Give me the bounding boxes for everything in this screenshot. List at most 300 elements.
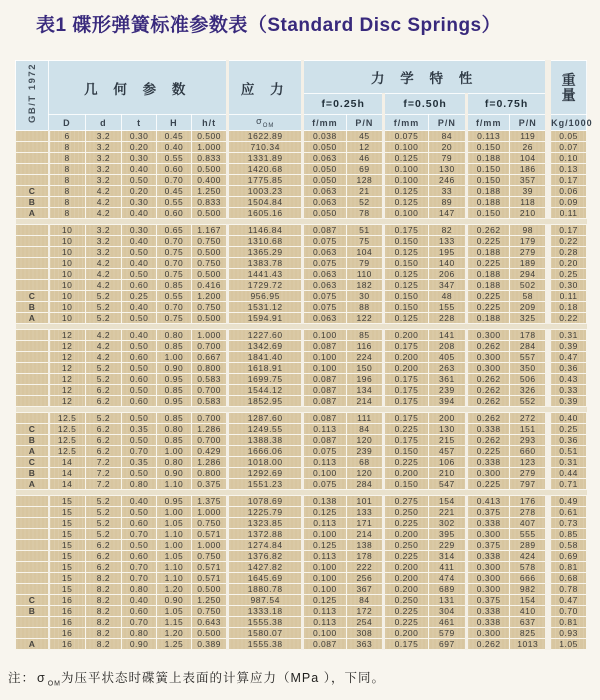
data-cell: 0.075 xyxy=(303,258,346,269)
data-cell: 1146.84 xyxy=(228,225,303,236)
data-cell: 0.11 xyxy=(548,208,586,219)
data-cell: 1504.84 xyxy=(228,197,303,208)
table-row xyxy=(16,468,587,479)
data-cell: 0.22 xyxy=(548,236,586,247)
data-cell: 0.39 xyxy=(548,341,586,352)
page-title: 表1 碟形弹簧标准参数表（Standard Disc Springs） xyxy=(36,15,502,36)
data-cell: 1441.43 xyxy=(228,269,303,280)
series-label-cell xyxy=(16,164,49,175)
data-cell: 0.22 xyxy=(548,313,586,324)
data-cell: 347 xyxy=(428,280,466,291)
data-cell: 0.833 xyxy=(191,197,228,208)
series-label-cell xyxy=(16,540,49,551)
data-cell: 0.175 xyxy=(384,225,429,236)
data-cell: 304 xyxy=(428,606,466,617)
data-cell: 0.150 xyxy=(467,142,510,153)
series-label-cell: A xyxy=(16,313,49,324)
data-cell: 1594.91 xyxy=(228,313,303,324)
data-cell: 0.063 xyxy=(303,197,346,208)
series-label-cell xyxy=(16,258,49,269)
data-cell: 0.68 xyxy=(548,573,586,584)
data-cell: 0.65 xyxy=(157,225,192,236)
data-cell: 0.85 xyxy=(157,385,192,396)
data-cell: 1227.60 xyxy=(228,330,303,341)
data-cell: 256 xyxy=(346,573,384,584)
table-row xyxy=(16,446,587,457)
data-cell: 0.300 xyxy=(467,529,510,540)
data-cell: 0.500 xyxy=(191,584,228,595)
data-cell: 0.80 xyxy=(122,628,157,639)
data-cell: 0.175 xyxy=(384,374,429,385)
data-cell: 15 xyxy=(49,573,86,584)
data-cell: 1729.72 xyxy=(228,280,303,291)
data-cell: 12 xyxy=(49,385,86,396)
table-row xyxy=(16,385,587,396)
data-cell: 0.07 xyxy=(548,142,586,153)
data-cell: 1555.38 xyxy=(228,639,303,650)
data-cell: 0.100 xyxy=(303,330,346,341)
data-cell: 0.70 xyxy=(157,175,192,186)
series-label-cell: A xyxy=(16,208,49,219)
data-cell: 0.70 xyxy=(122,529,157,540)
data-cell: 0.95 xyxy=(157,496,192,507)
data-cell: 0.338 xyxy=(467,617,510,628)
data-cell: 172 xyxy=(346,606,384,617)
table-row xyxy=(16,374,587,385)
data-cell: 8.2 xyxy=(85,639,122,650)
data-cell: 1292.69 xyxy=(228,468,303,479)
data-cell: 0.050 xyxy=(303,164,346,175)
data-cell: 0.81 xyxy=(548,617,586,628)
table-body xyxy=(16,131,587,650)
data-cell: 30 xyxy=(346,291,384,302)
data-cell: 0.200 xyxy=(384,468,429,479)
data-cell: 0.60 xyxy=(122,374,157,385)
data-cell: 6.2 xyxy=(85,435,122,446)
table-row xyxy=(16,291,587,302)
series-label-cell xyxy=(16,573,49,584)
data-cell: 48 xyxy=(428,291,466,302)
data-cell: 1.05 xyxy=(548,639,586,650)
data-cell: 0.80 xyxy=(157,330,192,341)
col-header-weight: Kg/1000 xyxy=(548,115,586,131)
data-cell: 0.225 xyxy=(467,446,510,457)
data-cell: 0.75 xyxy=(157,247,192,258)
series-label-cell xyxy=(16,529,49,540)
data-cell: 1544.12 xyxy=(228,385,303,396)
data-cell: 7.2 xyxy=(85,468,122,479)
data-cell: 0.40 xyxy=(122,302,157,313)
data-cell: 697 xyxy=(428,639,466,650)
data-cell: 0.43 xyxy=(548,374,586,385)
data-cell: 0.50 xyxy=(122,313,157,324)
data-cell: 5.2 xyxy=(85,496,122,507)
series-label-cell xyxy=(16,496,49,507)
data-cell: 0.50 xyxy=(122,413,157,424)
data-cell: 4.2 xyxy=(85,258,122,269)
data-cell: 0.225 xyxy=(467,291,510,302)
data-cell: 210 xyxy=(510,208,548,219)
data-cell: 84 xyxy=(346,424,384,435)
data-cell: 6.2 xyxy=(85,562,122,573)
data-cell: 0.667 xyxy=(191,352,228,363)
data-cell: 12 xyxy=(49,341,86,352)
data-cell: 797 xyxy=(510,479,548,490)
data-cell: 0.40 xyxy=(122,496,157,507)
table-row xyxy=(16,540,587,551)
data-cell: 0.35 xyxy=(122,457,157,468)
data-cell: 0.262 xyxy=(467,385,510,396)
stress-header: 应 力 xyxy=(228,61,303,115)
data-cell: 16 xyxy=(49,639,86,650)
col-header-ht: h/t xyxy=(191,115,228,131)
data-cell: 8 xyxy=(49,164,86,175)
data-cell: 0.113 xyxy=(303,457,346,468)
data-cell: 0.40 xyxy=(122,595,157,606)
data-cell: 0.80 xyxy=(157,457,192,468)
data-cell: 222 xyxy=(346,562,384,573)
data-cell: 0.50 xyxy=(122,507,157,518)
series-label-cell: B xyxy=(16,197,49,208)
data-cell: 0.500 xyxy=(191,269,228,280)
data-cell: 0.113 xyxy=(303,606,346,617)
series-label-cell xyxy=(16,385,49,396)
data-cell: 134 xyxy=(346,385,384,396)
data-cell: 8 xyxy=(49,208,86,219)
col-header-t: t xyxy=(122,115,157,131)
data-cell: 119 xyxy=(510,131,548,142)
data-cell: 1699.75 xyxy=(228,374,303,385)
data-cell: 68 xyxy=(346,457,384,468)
data-cell: 1.25 xyxy=(157,639,192,650)
weight-header xyxy=(548,61,586,115)
data-cell: 0.750 xyxy=(191,551,228,562)
data-cell: 0.85 xyxy=(548,529,586,540)
data-cell: 33 xyxy=(428,186,466,197)
data-cell: 0.063 xyxy=(303,313,346,324)
series-label-cell xyxy=(16,628,49,639)
data-cell: 16 xyxy=(49,606,86,617)
data-cell: 0.13 xyxy=(548,164,586,175)
data-cell: 0.175 xyxy=(384,413,429,424)
series-label-cell: C xyxy=(16,595,49,606)
data-cell: 0.200 xyxy=(384,573,429,584)
data-cell: 0.429 xyxy=(191,446,228,457)
data-cell: 75 xyxy=(346,236,384,247)
data-cell: 1.00 xyxy=(157,446,192,457)
footnote xyxy=(8,668,385,688)
table-row xyxy=(16,435,587,446)
data-cell: 0.40 xyxy=(122,258,157,269)
data-cell: 0.150 xyxy=(384,302,429,313)
data-cell: 0.11 xyxy=(548,291,586,302)
series-label-cell xyxy=(16,396,49,407)
data-cell: 0.50 xyxy=(122,175,157,186)
data-cell: 350 xyxy=(510,363,548,374)
data-cell: 0.80 xyxy=(157,424,192,435)
data-cell: 8 xyxy=(49,175,86,186)
data-cell: 0.500 xyxy=(191,131,228,142)
data-cell: 0.400 xyxy=(191,175,228,186)
data-cell: 6.2 xyxy=(85,396,122,407)
table-row xyxy=(16,518,587,529)
data-cell: 278 xyxy=(510,507,548,518)
data-cell: 0.40 xyxy=(122,208,157,219)
data-cell: 0.063 xyxy=(303,247,346,258)
data-cell: 1388.38 xyxy=(228,435,303,446)
data-cell: 0.416 xyxy=(191,280,228,291)
data-cell: 0.300 xyxy=(467,562,510,573)
data-cell: 10 xyxy=(49,313,86,324)
data-cell: 6.2 xyxy=(85,385,122,396)
data-cell: 0.113 xyxy=(303,551,346,562)
data-cell: 8.2 xyxy=(85,595,122,606)
data-cell: 154 xyxy=(428,496,466,507)
data-cell: 0.100 xyxy=(303,363,346,374)
data-cell: 0.40 xyxy=(157,142,192,153)
data-cell: 0.125 xyxy=(384,197,429,208)
data-cell: 4.2 xyxy=(85,352,122,363)
data-cell: 0.125 xyxy=(384,313,429,324)
data-cell: 229 xyxy=(428,540,466,551)
data-cell: 0.95 xyxy=(157,396,192,407)
data-cell: 0.750 xyxy=(191,606,228,617)
data-cell: 3.2 xyxy=(85,131,122,142)
data-cell: 51 xyxy=(346,225,384,236)
data-cell: 5.2 xyxy=(85,291,122,302)
data-cell: 8.2 xyxy=(85,617,122,628)
data-cell: 0.125 xyxy=(384,280,429,291)
data-cell: 289 xyxy=(510,540,548,551)
table-row xyxy=(16,330,587,341)
data-cell: 0.85 xyxy=(157,413,192,424)
data-cell: 0.30 xyxy=(122,153,157,164)
data-cell: 0.31 xyxy=(548,457,586,468)
data-cell: 116 xyxy=(346,341,384,352)
data-cell: 0.125 xyxy=(303,595,346,606)
table-row xyxy=(16,247,587,258)
data-cell: 21 xyxy=(346,186,384,197)
data-cell: 0.225 xyxy=(467,302,510,313)
data-cell: 394 xyxy=(428,396,466,407)
data-cell: 0.700 xyxy=(191,435,228,446)
data-cell: 0.150 xyxy=(467,164,510,175)
data-cell: 555 xyxy=(510,529,548,540)
data-cell: 1605.16 xyxy=(228,208,303,219)
data-cell: 0.60 xyxy=(122,606,157,617)
series-label-cell: A xyxy=(16,639,49,650)
data-cell: 0.200 xyxy=(384,330,429,341)
data-cell: 0.300 xyxy=(467,573,510,584)
data-cell: 10 xyxy=(49,302,86,313)
data-cell: 0.55 xyxy=(157,153,192,164)
data-cell: 405 xyxy=(428,352,466,363)
data-cell: 0.100 xyxy=(303,562,346,573)
data-cell: 5.2 xyxy=(85,518,122,529)
data-cell: 12 xyxy=(49,352,86,363)
data-cell: 1.10 xyxy=(157,479,192,490)
data-cell: 1078.69 xyxy=(228,496,303,507)
data-cell: 308 xyxy=(346,628,384,639)
data-cell: 12 xyxy=(49,330,86,341)
data-cell: 7.2 xyxy=(85,479,122,490)
table-row xyxy=(16,208,587,219)
series-label-cell: B xyxy=(16,606,49,617)
data-cell: 106 xyxy=(428,457,466,468)
data-cell: 0.050 xyxy=(303,142,346,153)
series-label-cell xyxy=(16,236,49,247)
data-cell: 0.571 xyxy=(191,562,228,573)
data-cell: 0.31 xyxy=(548,330,586,341)
series-label-cell: C xyxy=(16,186,49,197)
data-cell: 0.150 xyxy=(384,258,429,269)
data-cell: 660 xyxy=(510,446,548,457)
data-cell: 79 xyxy=(428,153,466,164)
data-cell: 0.750 xyxy=(191,258,228,269)
table-row xyxy=(16,352,587,363)
data-cell: 4.2 xyxy=(85,208,122,219)
data-cell: 178 xyxy=(510,330,548,341)
mechanical-header: 力 学 特 性 xyxy=(303,61,548,94)
data-cell: 89 xyxy=(428,197,466,208)
data-cell: 0.100 xyxy=(384,175,429,186)
table-row xyxy=(16,341,587,352)
footnote-sigma-symbol: σ xyxy=(37,671,46,685)
data-cell: 10 xyxy=(49,291,86,302)
data-cell: 0.51 xyxy=(548,446,586,457)
data-cell: 4.2 xyxy=(85,186,122,197)
data-cell: 0.200 xyxy=(384,363,429,374)
data-cell: 0.150 xyxy=(467,208,510,219)
data-cell: 0.225 xyxy=(384,518,429,529)
data-cell: 1.200 xyxy=(191,291,228,302)
data-cell: 5.2 xyxy=(85,413,122,424)
deflection-050h-header: f=0.50h xyxy=(384,94,467,115)
series-label-cell xyxy=(16,507,49,518)
series-label-cell xyxy=(16,142,49,153)
data-cell: 130 xyxy=(428,424,466,435)
series-label-cell xyxy=(16,562,49,573)
data-cell: 179 xyxy=(510,236,548,247)
data-cell: 120 xyxy=(346,468,384,479)
data-cell: 1.286 xyxy=(191,457,228,468)
data-cell: 6.2 xyxy=(85,540,122,551)
data-cell: 0.300 xyxy=(467,352,510,363)
data-cell: 122 xyxy=(346,313,384,324)
data-cell: 0.063 xyxy=(303,153,346,164)
data-cell: 130 xyxy=(428,164,466,175)
col-header-f075: f/mm xyxy=(467,115,510,131)
data-cell: 5.2 xyxy=(85,313,122,324)
table-row xyxy=(16,628,587,639)
data-cell: 0.100 xyxy=(303,352,346,363)
data-cell: 228 xyxy=(428,313,466,324)
data-cell: 0.90 xyxy=(157,595,192,606)
data-cell: 6.2 xyxy=(85,424,122,435)
data-cell: 302 xyxy=(428,518,466,529)
data-cell: 1342.69 xyxy=(228,341,303,352)
data-cell: 84 xyxy=(428,131,466,142)
table-row xyxy=(16,424,587,435)
data-cell: 1.375 xyxy=(191,496,228,507)
data-cell: 0.61 xyxy=(548,507,586,518)
data-cell: 0.338 xyxy=(467,424,510,435)
data-cell: 0.71 xyxy=(548,479,586,490)
data-cell: 200 xyxy=(428,413,466,424)
data-cell: 0.262 xyxy=(467,225,510,236)
data-cell: 0.150 xyxy=(467,175,510,186)
data-cell: 182 xyxy=(346,280,384,291)
data-cell: 0.225 xyxy=(384,617,429,628)
series-label-cell: C xyxy=(16,424,49,435)
data-cell: 0.389 xyxy=(191,639,228,650)
data-cell: 0.113 xyxy=(303,424,346,435)
data-cell: 224 xyxy=(346,352,384,363)
data-cell: 0.55 xyxy=(157,291,192,302)
data-cell: 15 xyxy=(49,518,86,529)
data-cell: 0.500 xyxy=(191,208,228,219)
data-cell: 0.69 xyxy=(548,551,586,562)
data-cell: 279 xyxy=(510,247,548,258)
data-cell: 1333.18 xyxy=(228,606,303,617)
table-row xyxy=(16,186,587,197)
data-cell: 0.175 xyxy=(384,341,429,352)
data-cell: 0.30 xyxy=(122,131,157,142)
data-cell: 246 xyxy=(428,175,466,186)
data-cell: 0.262 xyxy=(467,374,510,385)
data-cell: 4.2 xyxy=(85,280,122,291)
data-cell: 0.70 xyxy=(157,302,192,313)
data-cell: 0.90 xyxy=(157,468,192,479)
data-cell: 0.150 xyxy=(384,291,429,302)
data-cell: 0.375 xyxy=(467,595,510,606)
data-cell: 104 xyxy=(510,153,548,164)
data-cell: 133 xyxy=(428,236,466,247)
data-cell: 176 xyxy=(510,496,548,507)
data-cell: 0.250 xyxy=(384,540,429,551)
data-cell: 0.138 xyxy=(303,496,346,507)
data-cell: 0.100 xyxy=(384,142,429,153)
data-cell: 4.2 xyxy=(85,197,122,208)
data-cell: 151 xyxy=(510,424,548,435)
data-cell: 214 xyxy=(346,396,384,407)
data-cell: 0.17 xyxy=(548,175,586,186)
data-cell: 0.188 xyxy=(467,313,510,324)
series-label-cell xyxy=(16,153,49,164)
data-cell: 0.075 xyxy=(303,302,346,313)
data-cell: 12.5 xyxy=(49,424,86,435)
data-cell: 0.47 xyxy=(548,595,586,606)
data-cell: 6.2 xyxy=(85,446,122,457)
data-cell: 10 xyxy=(49,269,86,280)
data-cell: 0.20 xyxy=(122,186,157,197)
data-cell: 0.087 xyxy=(303,225,346,236)
data-cell: 0.571 xyxy=(191,573,228,584)
data-cell: 1.10 xyxy=(157,529,192,540)
data-cell: 1018.00 xyxy=(228,457,303,468)
data-cell: 0.087 xyxy=(303,435,346,446)
data-cell: 12 xyxy=(49,396,86,407)
data-cell: 0.200 xyxy=(384,562,429,573)
data-cell: 254 xyxy=(346,617,384,628)
data-cell: 104 xyxy=(346,247,384,258)
data-cell: 0.075 xyxy=(303,446,346,457)
data-cell: 0.250 xyxy=(384,507,429,518)
data-cell: 1551.23 xyxy=(228,479,303,490)
data-cell: 0.10 xyxy=(548,153,586,164)
data-cell: 6.2 xyxy=(85,551,122,562)
data-cell: 8 xyxy=(49,197,86,208)
